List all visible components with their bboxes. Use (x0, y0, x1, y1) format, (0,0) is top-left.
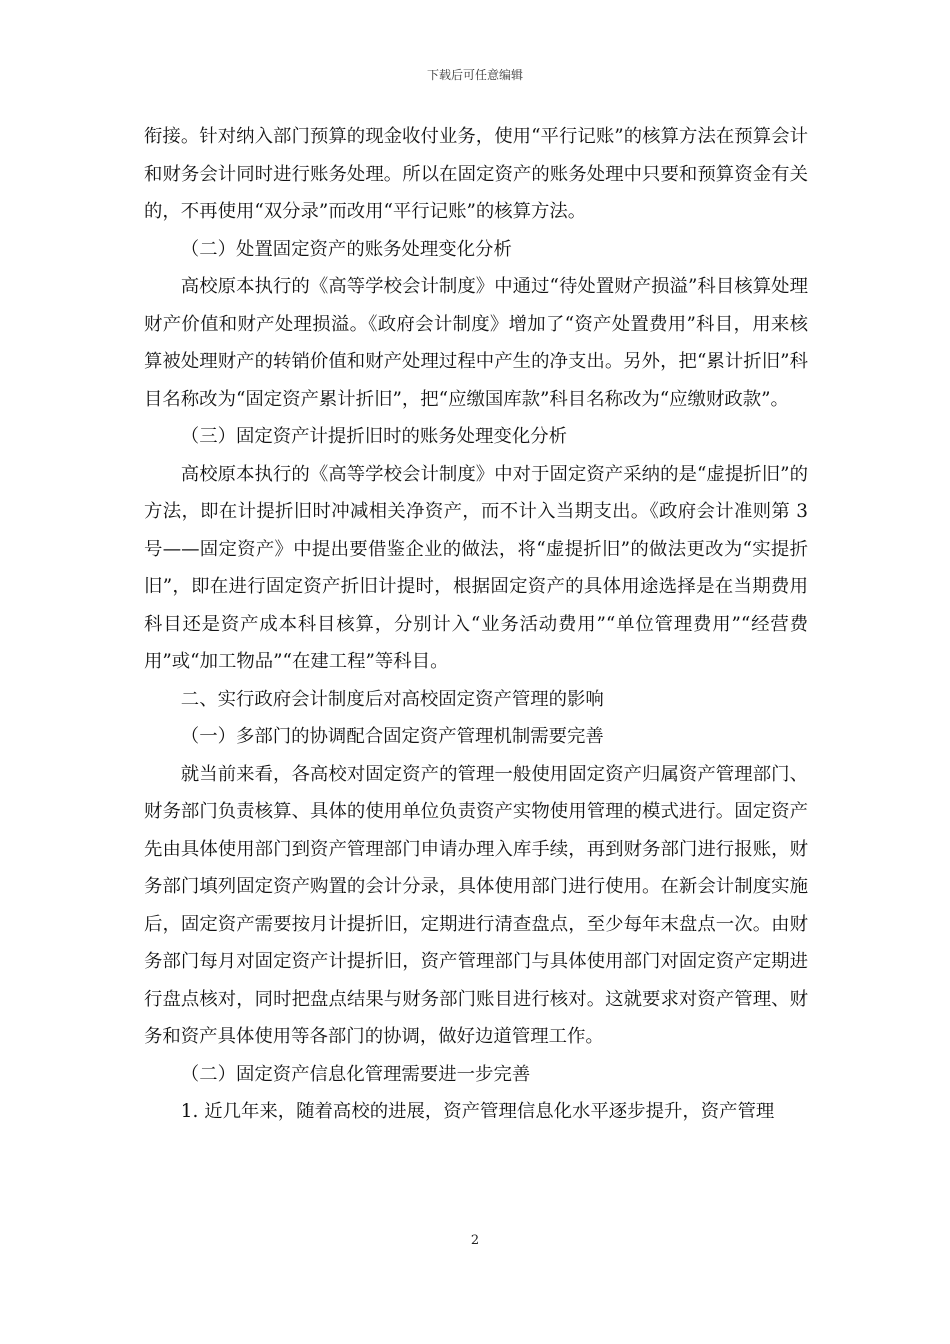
section-heading-depreciation: （三）固定资产计提折旧时的账务处理变化分析 (180, 426, 568, 447)
chapter-heading-impact: 二、实行政府会计制度后对高校固定资产管理的影响 (180, 688, 604, 710)
paragraph-1: 衔接。针对纳入部门预算的现金收付业务，使用“平行记账”的核算方法在预算会计和财务会计同时进行账务处理。所以在固定资产的账务处理中只要和预算资金有关的，不再使用“双分录”而改用“平行记账”的核算方法。 (144, 126, 808, 222)
section-heading-coordination: （一）多部门的协调配合固定资产管理机制需要完善 (180, 726, 604, 747)
page-header: 下载后可任意编辑 (426, 68, 523, 82)
paragraph-4: 就当前来看，各高校对固定资产的管理一般使用固定资产归属资产管理部门、财务部门负责核算、具体的使用单位负责资产实物使用管理的模式进行。固定资产先由具体使用部门到资产管理部门申请办理入库手续，再到财务部门进行报账，财务部门填列固定资产购置的会计分录，具体使用部门进行使用。在新会计制度实施后，固定资产需要按月计提折旧，定期进行清查盘点，至少每年末盘点一次。由财务部门每月对固定资产计提折旧，资产管理部门与具体使用部门对固定资产定期进行盘点核对，同时把盘点结果与财务部门账目进行核对。这就要求对资产管理、财务和资产具体使用等各部门的协调，做好边道管理工作。 (144, 763, 808, 1047)
section-heading-informatization: （二）固定资产信息化管理需要进一步完善 (180, 1063, 531, 1085)
paragraph-5: 1. 近几年来，随着高校的进展，资产管理信息化水平逐步提升，资产管理 (180, 1101, 775, 1122)
document-body (144, 118, 808, 1131)
section-heading-disposal: （二）处置固定资产的账务处理变化分析 (180, 238, 512, 260)
page-number: 2 (470, 1233, 480, 1248)
paragraph-2: 高校原本执行的《高等学校会计制度》中通过“待处置财产损溢”科目核算处理财产价值和财产处理损溢。《政府会计制度》增加了“资产处置费用”科目，用来核算被处理财产的转销价值和财产处理过程中产生的净支出。另外，把“累计折旧”科目名称改为“固定资产累计折旧”，把“应缴国库款”科目名称改为“应缴财政款”。 (144, 276, 808, 410)
paragraph-3: 高校原本执行的《高等学校会计制度》中对于固定资产采纳的是“虚提折旧”的方法，即在计提折旧时冲减相关净资产，而不计入当期支出。《政府会计准则第 3 号——固定资产》中提出要借鉴企业的做法，将“虚提折旧”的做法更改为“实提折旧”，即在进行固定资产折旧计提时，根据固定资产的具体用途选择是在当期费用科目还是资产成本科目核算，分别计入“业务活动费用”“单位管理费用”“经营费用”或“加工物品”“在建工程”等科目。 (144, 463, 808, 672)
